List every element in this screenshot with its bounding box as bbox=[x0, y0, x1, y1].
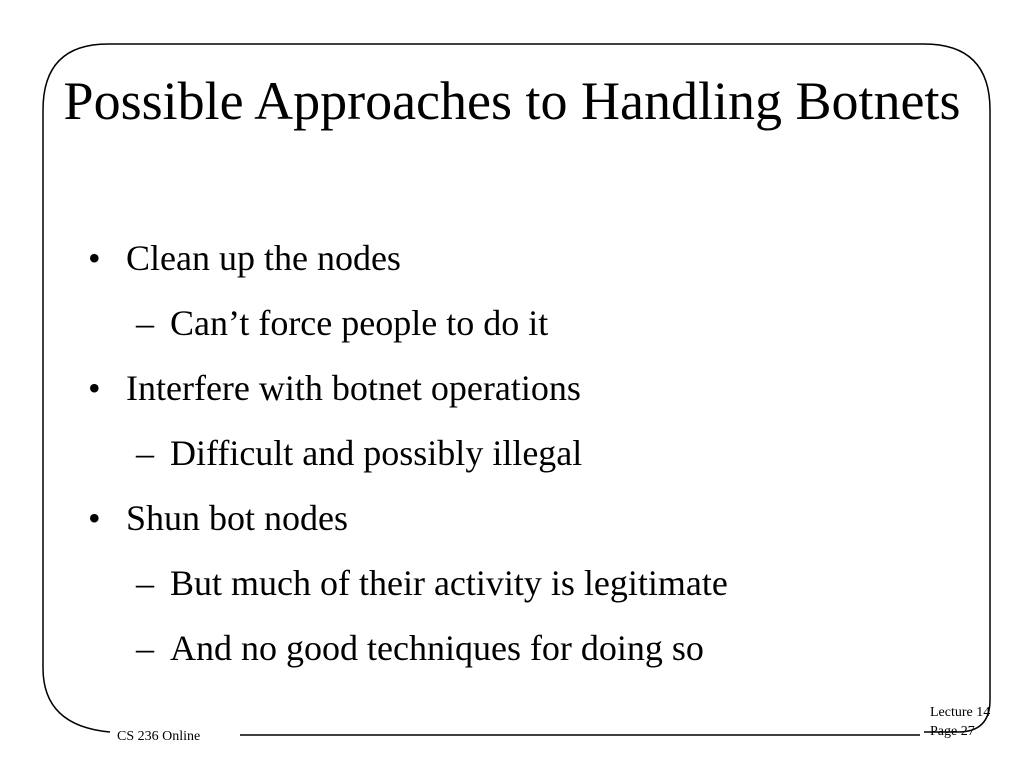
sub-bullet-text: Difficult and possibly illegal bbox=[170, 433, 583, 473]
sub-bullet-marker: – bbox=[136, 303, 154, 343]
footer-lecture-info bbox=[930, 703, 990, 741]
sub-bullet-item bbox=[136, 561, 728, 605]
footer-page-number: Page 27 bbox=[930, 724, 975, 739]
footer-lecture-number: Lecture 14 bbox=[930, 705, 991, 720]
sub-bullet-item bbox=[136, 626, 704, 670]
bullet-item bbox=[88, 496, 348, 540]
bullet-text: Shun bot nodes bbox=[126, 498, 349, 538]
sub-bullet-marker: – bbox=[136, 433, 154, 473]
bullet-marker: • bbox=[88, 498, 101, 538]
bullet-text: Clean up the nodes bbox=[126, 238, 401, 278]
bullet-item bbox=[88, 236, 401, 280]
sub-bullet-marker: – bbox=[136, 628, 154, 668]
footer-course-name: CS 236 Online bbox=[117, 729, 201, 744]
sub-bullet-item bbox=[136, 431, 582, 475]
sub-bullet-text: But much of their activity is legitimate bbox=[170, 563, 728, 603]
bullet-text: Interfere with botnet operations bbox=[126, 368, 581, 408]
bullet-marker: • bbox=[88, 368, 101, 408]
sub-bullet-item bbox=[136, 301, 548, 345]
bullet-item bbox=[88, 366, 581, 410]
sub-bullet-text: And no good techniques for doing so bbox=[170, 628, 704, 668]
slide-title: Possible Approaches to Handling Botnets bbox=[63, 71, 961, 131]
sub-bullet-text: Can’t force people to do it bbox=[170, 303, 549, 343]
sub-bullet-marker: – bbox=[136, 563, 154, 603]
bullet-marker: • bbox=[88, 238, 101, 278]
